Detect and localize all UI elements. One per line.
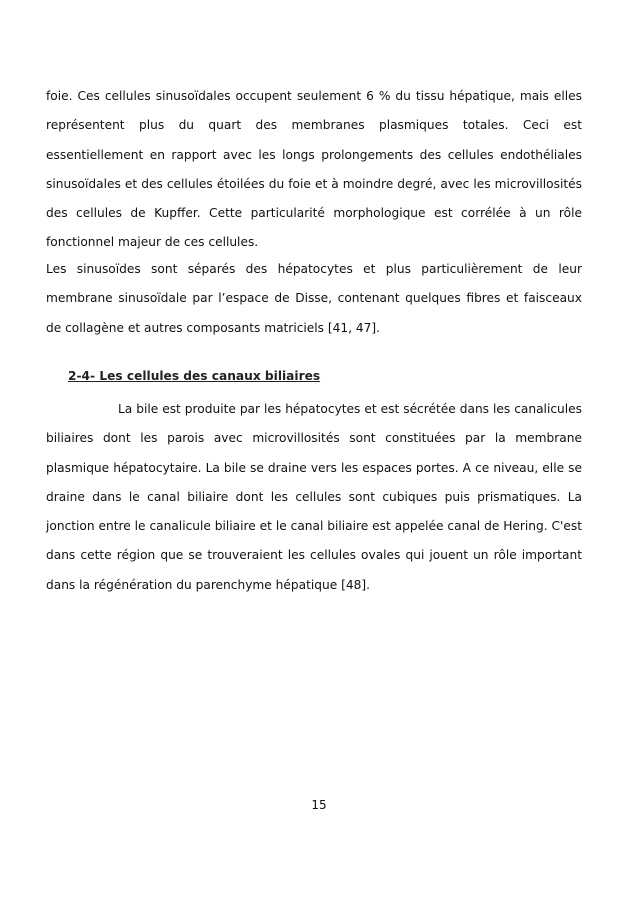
paragraph-sinusoidal-cells: foie. Ces cellules sinusoïdales occupent seulement 6 % du tissu hépatique, mais elles représentent plus du quart des membranes plasmiques totales. Ceci est essentiellement en rapport avec les longs prolongements des cellules endothéliales sinusoïdales et des cellules étoilées du foie et à moindre degré, avec les microvillosités des cellules de Kupffer. Cette particularité morphologique est corrélée à un rôle fonctionnel majeur de ces cellules. [46,89,582,250]
paragraph-bile-duct-cells: La bile est produite par les hépatocytes et est sécrétée dans les canalicules biliaires dont les parois avec microvillosités sont constituées par la membrane plasmique hépatocytaire. La bile se draine vers les espaces portes. A ce niveau, elle se draine dans le canal biliaire dont les cellules sont cubiques puis prismatiques. La jonction entre le canalicule biliaire et le canal biliaire est appelée canal de Hering. C'est dans cette région que se trouveraient les cellules ovales qui jouent un rôle important dans la régénération du parenchyme hépatique [48]. [46,402,582,592]
paragraph-sinusoids-disse-space: Les sinusoïdes sont séparés des hépatocytes et plus particulièrement de leur membrane sinusoïdale par l’espace de Disse, contenant quelques fibres et faisceaux de collagène et autres composants matriciels [41, 47]. [46,262,582,335]
page-number: 15 [311,798,327,812]
section-heading: 2-4- Les cellules des canaux biliaires [68,369,321,383]
